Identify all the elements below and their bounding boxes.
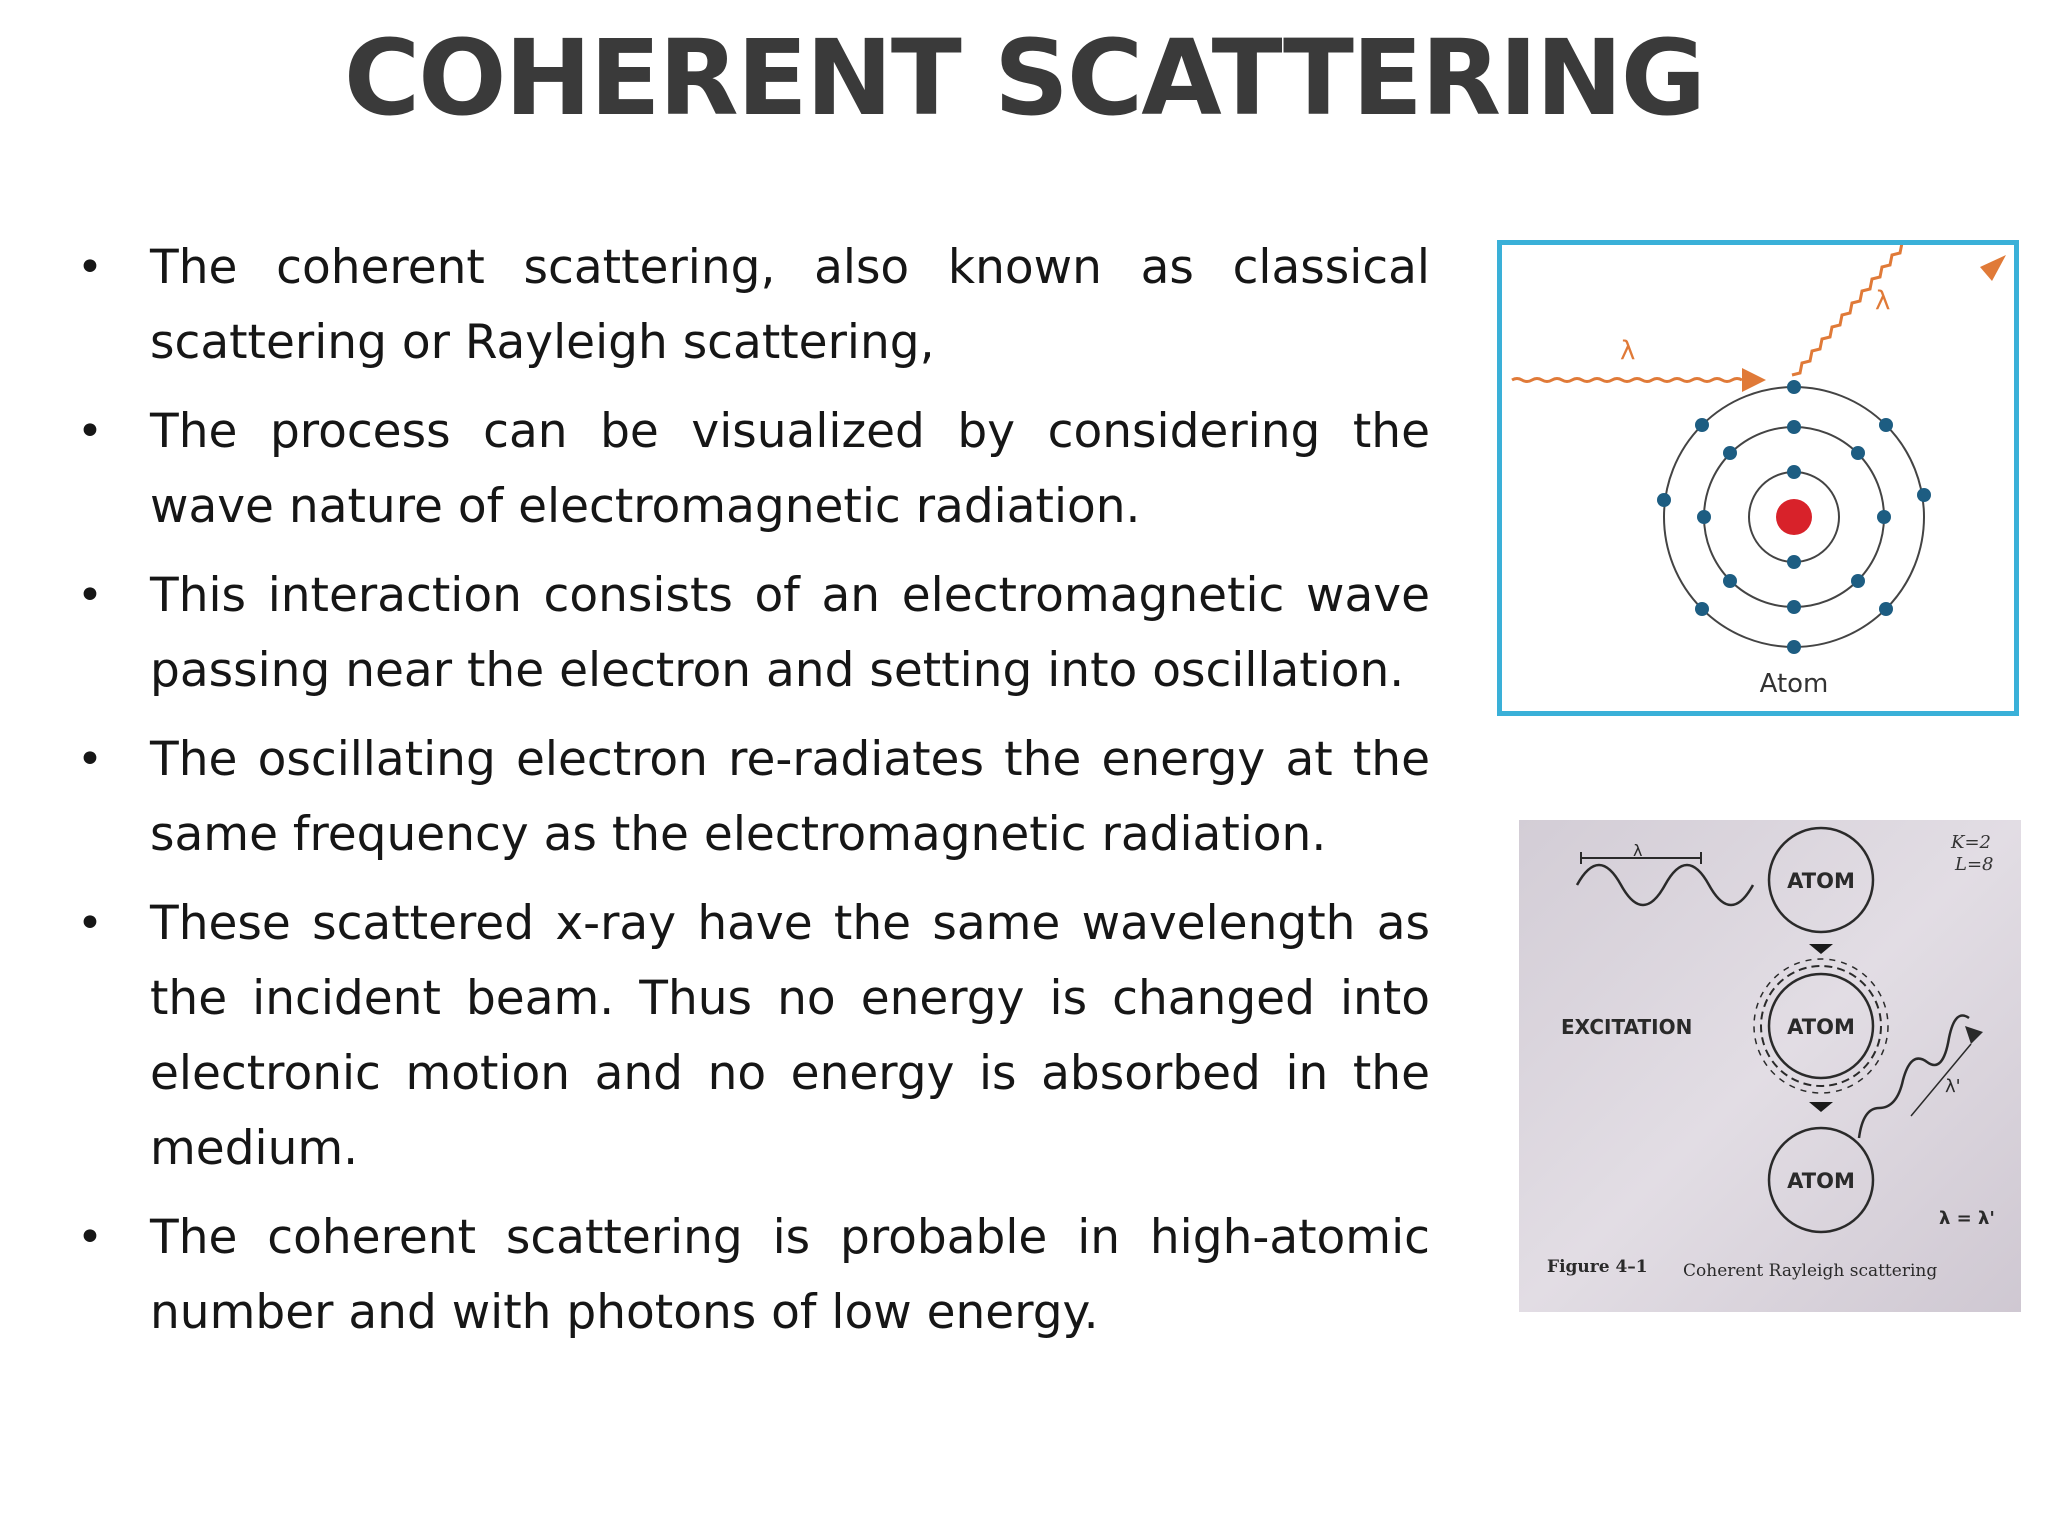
scattered-wave bbox=[1792, 245, 1912, 375]
electron bbox=[1917, 488, 1931, 502]
bullet-text: The oscillating electron re-radiates the energy at the same frequency as the electromagnetic radiation. bbox=[150, 732, 1430, 862]
electron bbox=[1787, 465, 1801, 479]
electron bbox=[1879, 602, 1893, 616]
atom-label-top: ATOM bbox=[1787, 869, 1855, 893]
incident-wave bbox=[1512, 379, 1742, 382]
electron bbox=[1787, 380, 1801, 394]
incident-wavelength-label: λ bbox=[1620, 336, 1636, 366]
bullet-icon: • bbox=[77, 406, 103, 457]
electron bbox=[1657, 493, 1671, 507]
shell-label-k: K=2 bbox=[1951, 832, 1991, 853]
shell-label-l: L=8 bbox=[1955, 854, 1994, 875]
bullet-text: The coherent scattering, also known as classical scattering or Rayleigh scattering, bbox=[150, 240, 1430, 370]
bullet-item bbox=[70, 394, 1430, 544]
bullet-item bbox=[70, 886, 1430, 1186]
electron bbox=[1851, 574, 1865, 588]
bullet-item bbox=[70, 230, 1430, 380]
atom-caption: Atom bbox=[1759, 669, 1829, 699]
excitation-label: EXCITATION bbox=[1561, 1015, 1693, 1039]
atom-diagram bbox=[1502, 245, 2014, 711]
bullet-text: The coherent scattering is probable in high-atomic number and with photons of low energy. bbox=[150, 1210, 1430, 1340]
equation-label: λ = λ' bbox=[1939, 1208, 1995, 1229]
electron bbox=[1723, 446, 1737, 460]
incident-arrowhead-icon bbox=[1742, 368, 1766, 392]
scattered-wavelength-label: λ bbox=[1875, 286, 1891, 316]
bullet-item bbox=[70, 722, 1430, 872]
electron bbox=[1879, 418, 1893, 432]
wavelength-label: λ bbox=[1633, 841, 1643, 860]
bullet-item bbox=[70, 558, 1430, 708]
figure-caption: Coherent Rayleigh scattering bbox=[1683, 1261, 1938, 1281]
bullet-text: This interaction consists of an electromagnetic wave passing near the electron and setting into oscillation. bbox=[150, 568, 1430, 698]
atom-label-bottom: ATOM bbox=[1787, 1169, 1855, 1193]
bullet-icon: • bbox=[77, 898, 103, 949]
slide-title: COHERENT SCATTERING bbox=[343, 17, 1705, 139]
bullet-item bbox=[70, 1200, 1430, 1350]
bullet-icon: • bbox=[77, 1212, 103, 1263]
electron bbox=[1697, 510, 1711, 524]
electron bbox=[1787, 640, 1801, 654]
bullet-text: These scattered x-ray have the same wavelength as the incident beam. Thus no energy is changed into electronic motion and no energy is absorbed in the medium. bbox=[150, 896, 1430, 1176]
bullet-icon: • bbox=[77, 242, 103, 293]
bullet-list bbox=[70, 230, 1430, 1364]
scattered-arrowhead-icon bbox=[1980, 255, 2006, 281]
bullet-icon: • bbox=[77, 734, 103, 785]
bullet-icon: • bbox=[77, 570, 103, 621]
rayleigh-diagram bbox=[1519, 820, 2021, 1312]
figure-number: Figure 4–1 bbox=[1547, 1257, 1648, 1277]
electron bbox=[1877, 510, 1891, 524]
electron bbox=[1695, 602, 1709, 616]
electron bbox=[1695, 418, 1709, 432]
electron bbox=[1787, 420, 1801, 434]
rayleigh-scattering-figure bbox=[1519, 820, 2021, 1312]
electron bbox=[1723, 574, 1737, 588]
atom-diagram-figure bbox=[1497, 240, 2019, 716]
electron bbox=[1787, 600, 1801, 614]
electron bbox=[1851, 446, 1865, 460]
bullet-text: The process can be visualized by considering the wave nature of electromagnetic radiation. bbox=[150, 404, 1430, 534]
scatter-wavelength-label: λ' bbox=[1945, 1076, 1961, 1097]
atom-label-middle: ATOM bbox=[1787, 1015, 1855, 1039]
electron bbox=[1787, 555, 1801, 569]
nucleus bbox=[1776, 499, 1812, 535]
